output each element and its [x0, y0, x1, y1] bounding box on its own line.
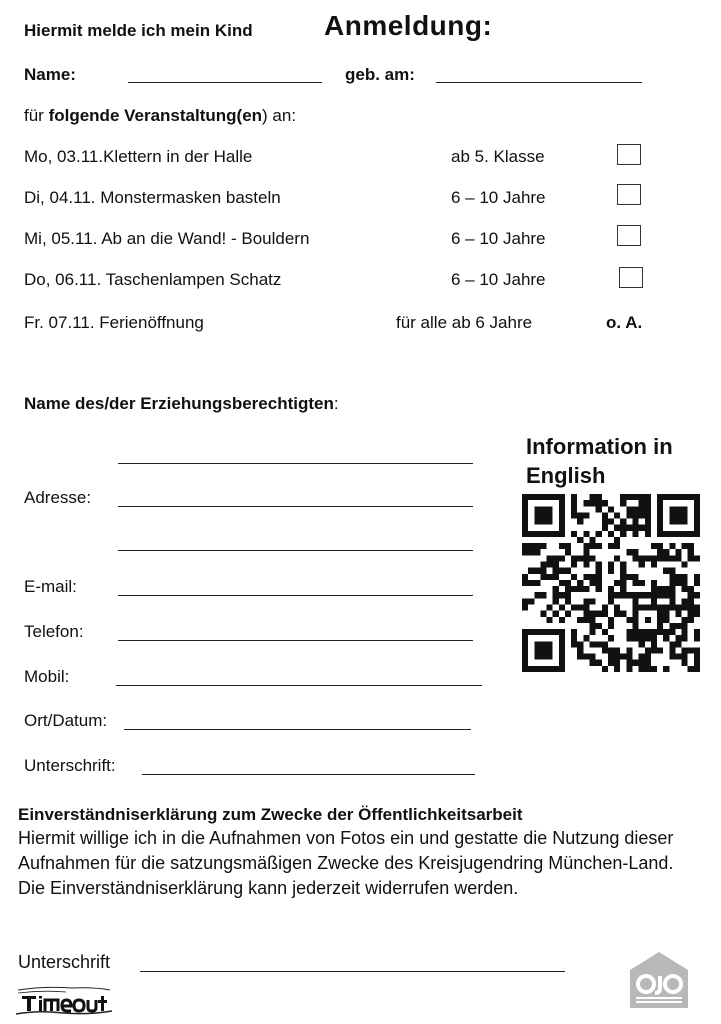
- event-checkbox[interactable]: [617, 144, 641, 165]
- event-age: 6 – 10 Jahre: [451, 188, 546, 207]
- guardian-name-field[interactable]: [118, 463, 473, 464]
- event-checkbox[interactable]: [619, 267, 643, 288]
- event-age: ab 5. Klasse: [451, 147, 545, 166]
- qr-title: Information in English: [526, 434, 673, 488]
- event-label: [24, 270, 281, 290]
- events-intro-suffix: ) an:: [262, 106, 297, 125]
- place-date-label: Ort/Datum:: [24, 711, 108, 730]
- event-checkbox[interactable]: [617, 225, 641, 246]
- consent-text: Hiermit willige ich in die Aufnahmen von Fotos ein und gestatte die Nutzung dieser Aufnahmen für die satzungsmäßigen Zwecke des Kreisjugendring München-Land. Die Einverständniserklärung kann jederzeit widerrufen werden.: [18, 828, 674, 898]
- child-dob-field[interactable]: [436, 82, 642, 83]
- event-age: 6 – 10 Jahre: [451, 229, 546, 248]
- event-date: Di, 04.11.: [24, 188, 101, 207]
- mobile-field[interactable]: [116, 685, 482, 686]
- timeout-logo: [14, 984, 114, 1018]
- mobile-label: Mobil:: [24, 667, 70, 686]
- address-field-2[interactable]: [118, 550, 473, 551]
- event-title: Monstermasken basteln: [100, 188, 281, 207]
- event-title: Taschenlampen Schatz: [105, 270, 282, 289]
- consent-signature-label: Unterschrift: [18, 952, 111, 972]
- event-age: für alle ab 6 Jahre: [396, 313, 533, 332]
- event-label: [24, 188, 281, 208]
- address-field[interactable]: [118, 506, 473, 507]
- phone-label: Telefon:: [24, 622, 84, 641]
- event-date: Mo, 03.11.: [24, 147, 104, 166]
- phone-field[interactable]: [118, 640, 473, 641]
- event-note: o. A.: [606, 313, 643, 332]
- event-label: [24, 313, 204, 333]
- email-field[interactable]: [118, 595, 473, 596]
- consent-heading: Einverständniserklärung zum Zwecke der Öffentlichkeitsarbeit: [18, 805, 523, 824]
- child-name-field[interactable]: [128, 82, 322, 83]
- events-intro-prefix: für: [24, 106, 49, 125]
- event-title: Ferienöffnung: [99, 313, 204, 332]
- events-intro: [24, 106, 296, 126]
- event-date: Mi, 05.11.: [24, 229, 102, 248]
- guardian-heading-bold: Name des/der Erziehungsberechtigten: [24, 394, 334, 413]
- event-age: 6 – 10 Jahre: [451, 270, 546, 289]
- events-intro-bold: folgende Veranstaltung(en: [48, 106, 263, 125]
- guardian-heading: [24, 394, 339, 414]
- event-label: [24, 147, 252, 167]
- event-date: Fr. 07.11.: [24, 313, 100, 332]
- event-title: Ab an die Wand! - Bouldern: [101, 229, 310, 248]
- place-date-field[interactable]: [124, 729, 471, 730]
- address-label: Adresse:: [24, 488, 92, 507]
- event-title: Klettern in der Halle: [103, 147, 253, 166]
- event-checkbox[interactable]: [617, 184, 641, 205]
- email-label: E-mail:: [24, 577, 77, 596]
- page-title: Anmeldung:: [324, 10, 493, 41]
- event-date: Do, 06.11.: [24, 270, 106, 289]
- child-name-label: Name:: [24, 65, 76, 84]
- guardian-heading-suffix: :: [333, 394, 339, 413]
- consent-signature-field[interactable]: [140, 971, 565, 972]
- qr-code-icon[interactable]: [522, 494, 700, 672]
- ojo-logo: [628, 950, 690, 1010]
- signature-label: Unterschrift:: [24, 756, 116, 775]
- event-label: [24, 229, 309, 249]
- intro-text: Hiermit melde ich mein Kind: [24, 21, 253, 40]
- signature-field[interactable]: [142, 774, 475, 775]
- child-dob-label: geb. am:: [345, 65, 415, 84]
